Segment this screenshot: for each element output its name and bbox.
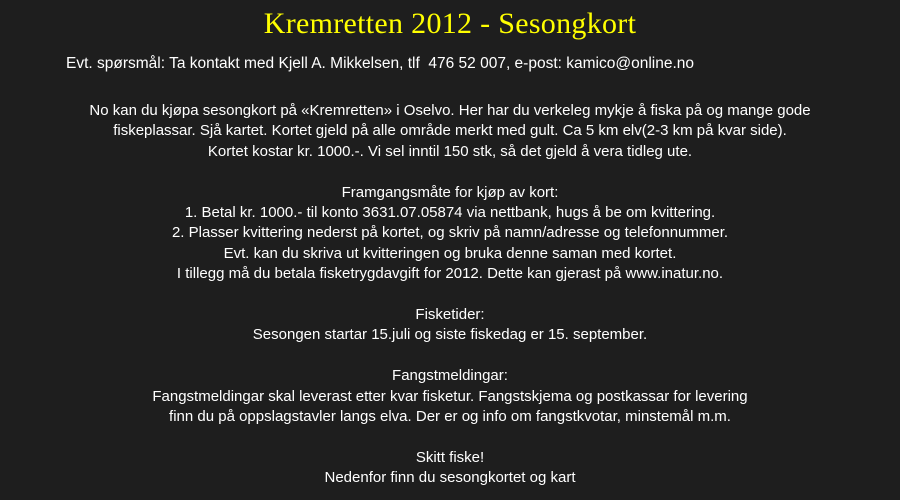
- purchase-note: I tillegg må du betala fisketrygdavgift for 2012. Dette kan gjerast på www.inatur.no.: [176, 265, 724, 283]
- purchase-heading: Framgangsmåte for kjøp av kort:: [341, 183, 559, 201]
- intro-line: fiskeplassar. Sjå kartet. Kortet gjeld på alle område merkt med gult. Ca 5 km elv(2-3 km på kvar side).: [113, 122, 787, 140]
- spacer: [0, 162, 900, 182]
- intro-paragraph: [0, 101, 900, 162]
- catch-reports-line: finn du på oppslagstavler langs elva. Der er og info om fangstkvotar, minstemål m.m.: [169, 408, 731, 426]
- spacer: [0, 427, 900, 447]
- spacer: [0, 285, 900, 305]
- page-title: Kremretten 2012 - Sesongkort: [263, 7, 637, 40]
- catch-reports-heading: Fangstmeldingar:: [392, 367, 508, 385]
- intro-line: No kan du kjøpa sesongkort på «Kremretten» i Oselvo. Her har du verkeleg mykje å fiska på og mange gode: [89, 102, 811, 119]
- fishing-times-heading: Fisketider:: [415, 306, 485, 324]
- fishing-times-text: Sesongen startar 15.juli og siste fiskedag er 15. september.: [252, 326, 648, 344]
- purchase-step: 2. Plasser kvittering nederst på kortet, og skriv på namn/adresse og telefonnummer.: [171, 224, 729, 242]
- purchase-section: [0, 183, 900, 285]
- contact-info: Evt. spørsmål: Ta kontakt med Kjell A. Mikkelsen, tlf 476 52 007, e-post: kamico@online.no: [66, 55, 694, 72]
- catch-reports-section: [0, 366, 900, 427]
- purchase-step: 1. Betal kr. 1000.- til konto 3631.07.05874 via nettbank, hugs å be om kvittering.: [184, 204, 716, 222]
- closing-greeting: Skitt fiske!: [415, 448, 485, 466]
- main-content: [0, 101, 900, 489]
- fishing-times-section: [0, 305, 900, 346]
- closing-note: Nedenfor finn du sesongkortet og kart: [324, 469, 576, 487]
- closing-section: [0, 448, 900, 489]
- purchase-note: Evt. kan du skriva ut kvitteringen og bruka denne saman med kortet.: [223, 244, 677, 262]
- spacer: [0, 346, 900, 366]
- catch-reports-line: Fangstmeldingar skal leverast etter kvar fisketur. Fangstskjema og postkassar for levering: [152, 387, 748, 405]
- intro-line: Kortet kostar kr. 1000.-. Vi sel inntil 150 stk, så det gjeld å vera tidleg ute.: [207, 142, 693, 160]
